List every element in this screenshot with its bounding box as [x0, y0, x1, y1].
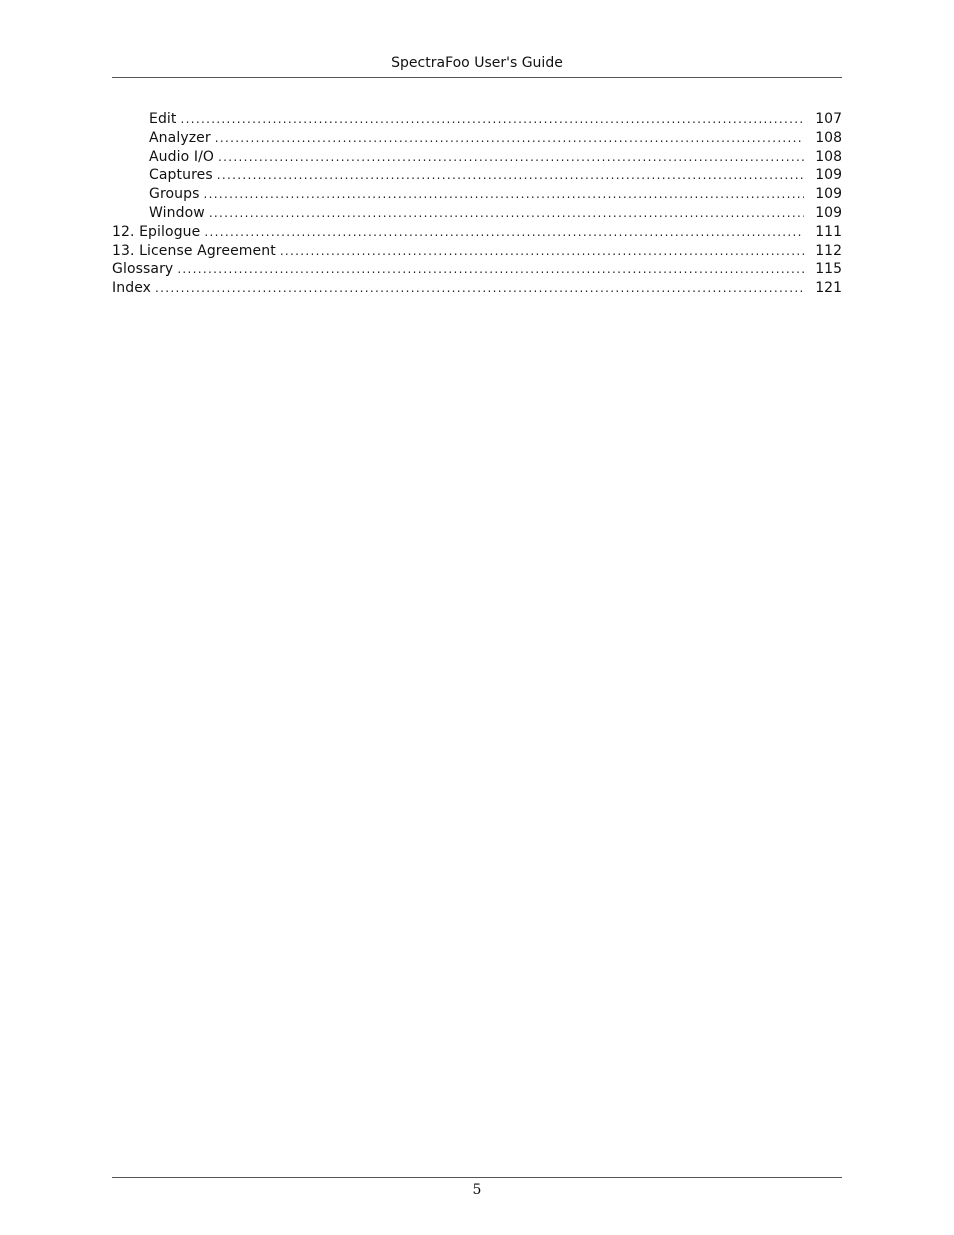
toc-entry-title: Window — [149, 204, 205, 221]
toc-entry-page: 108 — [815, 148, 842, 165]
toc-entry-window[interactable] — [112, 204, 842, 223]
toc-entry-title: 13. License Agreement — [112, 242, 276, 259]
toc-leader-dots — [217, 166, 804, 185]
toc-entry-page: 115 — [815, 261, 842, 278]
toc-entry-epilogue[interactable] — [112, 223, 842, 242]
toc-entry-glossary[interactable] — [112, 260, 842, 279]
header-divider — [112, 77, 842, 78]
toc-leader-dots — [181, 110, 804, 129]
toc-leader-dots — [215, 129, 804, 148]
toc-entry-page: 111 — [815, 223, 842, 240]
toc-leader-dots — [204, 185, 804, 204]
toc-entry-page: 107 — [815, 111, 842, 127]
toc-entry-edit[interactable] — [112, 110, 842, 129]
toc-entry-page: 121 — [815, 280, 842, 297]
toc-entry-title: Captures — [149, 167, 213, 184]
toc-leader-dots — [177, 260, 804, 279]
page-number: 5 — [472, 1182, 482, 1198]
toc-entry-groups[interactable] — [112, 185, 842, 204]
toc-entry-title: Glossary — [112, 261, 174, 278]
toc-entry-page: 112 — [815, 242, 842, 259]
toc-entry-page: 109 — [815, 167, 842, 184]
toc-entry-page: 109 — [815, 186, 842, 203]
toc-entry-page: 109 — [815, 204, 842, 221]
toc-entry-index[interactable] — [112, 279, 842, 298]
toc-entry-title: 12. Epilogue — [112, 223, 201, 240]
toc-leader-dots — [155, 279, 804, 298]
toc-leader-dots — [218, 148, 804, 167]
toc-entry-audio-io[interactable] — [112, 148, 842, 167]
table-of-contents — [112, 110, 842, 298]
toc-entry-analyzer[interactable] — [112, 129, 842, 148]
toc-leader-dots — [280, 242, 804, 261]
toc-entry-title: Groups — [149, 186, 200, 203]
page-header-title: SpectraFoo User's Guide — [391, 55, 563, 71]
toc-entry-page: 108 — [815, 129, 842, 146]
toc-leader-dots — [204, 223, 804, 242]
toc-entry-title: Edit — [149, 111, 177, 127]
toc-entry-title: Analyzer — [149, 129, 211, 146]
toc-leader-dots — [209, 204, 804, 223]
toc-entry-title: Audio I/O — [149, 148, 215, 165]
toc-entry-license-agreement[interactable] — [112, 242, 842, 261]
toc-entry-captures[interactable] — [112, 166, 842, 185]
toc-entry-title: Index — [112, 280, 152, 297]
footer-divider — [112, 1177, 842, 1178]
